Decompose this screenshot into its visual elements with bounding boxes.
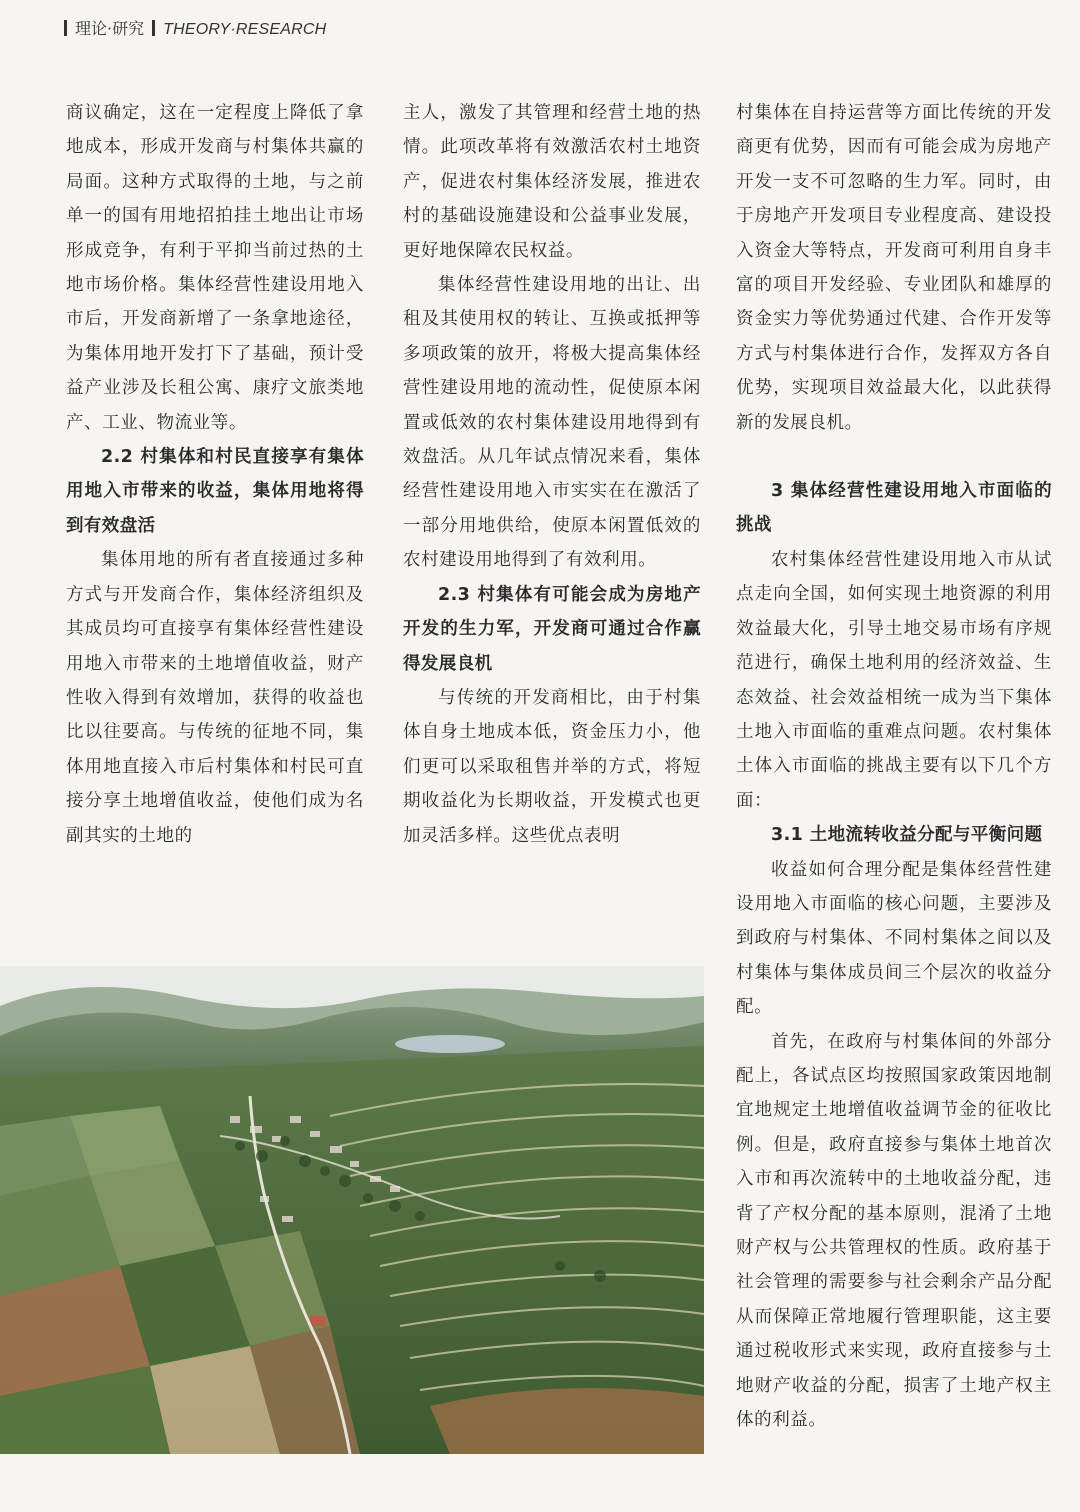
section-heading-3-1: 3.1 土地流转收益分配与平衡问题	[771, 825, 1043, 846]
paragraph: 集体经营性建设用地的出让、出租及其使用权的转让、互换或抵押等多项政策的放开，将极大提高集体经营性建设用地的流动性，促使原本闲置或低效的农村集体建设用地得到有效盘活。从几年试点情况来看，集体经营性建设用地入市实实在在激活了一部分用地供给，使原本闲置低效的农村建设用地得到了有效利用。	[403, 275, 701, 571]
paragraph: 商议确定，这在一定程度上降低了拿地成本，形成开发商与村集体共赢的局面。这种方式取得的土地，与之前单一的国有用地招拍挂土地出让市场形成竞争，有利于平抑当前过热的土地市场价格。集体经营性建设用地入市后，开发商新增了一条拿地途径，为集体用地开发打下了基础，预计受益产业涉及长租公寓、康疗文旅类地产、工业、物流业等。	[66, 103, 364, 433]
header-en-label: THEORY·RESEARCH	[163, 21, 327, 38]
header-bar	[64, 20, 67, 36]
column-3	[736, 96, 1052, 1437]
column-2	[403, 96, 701, 853]
header-cn-label: 理论·研究	[75, 19, 145, 38]
paragraph: 与传统的开发商相比，由于村集体自身土地成本低，资金压力小，他们更可以采取租售并举的方式，将短期收益化为长期收益，开发模式也更加灵活多样。这些优点表明	[403, 687, 701, 846]
header-divider	[152, 20, 155, 36]
section-heading-2-2: 2.2 村集体和村民直接享有集体用地入市带来的收益，集体用地将得到有效盘活	[66, 447, 364, 536]
paragraph: 村集体在自持运营等方面比传统的开发商更有优势，因而有可能会成为房地产开发一支不可忽略的生力军。同时，由于房地产开发项目专业程度高、建设投入资金大等特点，开发商可利用自身丰富的项目开发经验、专业团队和雄厚的资金实力等优势通过代建、合作开发等方式与村集体进行合作，发挥双方各自优势，实现项目效益最大化，以此获得新的发展良机。	[736, 103, 1052, 433]
aerial-farmland-illustration	[0, 966, 704, 1454]
paragraph: 主人，激发了其管理和经营土地的热情。此项改革将有效激活农村土地资产，促进农村集体经济发展，推进农村的基础设施建设和公益事业发展，更好地保障农民权益。	[403, 103, 701, 261]
running-header	[64, 16, 326, 42]
paragraph: 收益如何合理分配是集体经营性建设用地入市面临的核心问题，主要涉及到政府与村集体、不同村集体之间以及村集体与集体成员间三个层次的收益分配。	[736, 859, 1052, 1018]
paragraph: 农村集体经营性建设用地入市从试点走向全国，如何实现土地资源的利用效益最大化，引导土地交易市场有序规范进行，确保土地利用的经济效益、生态效益、社会效益相统一成为当下集体土地入市面临的重难点问题。农村集体土体入市面临的挑战主要有以下几个方面：	[736, 549, 1052, 811]
section-heading-3: 3 集体经营性建设用地入市面临的挑战	[736, 481, 1052, 536]
paragraph: 集体用地的所有者直接通过多种方式与开发商合作，集体经济组织及其成员均可直接享有集体经营性建设用地入市带来的土地增值收益，财产性收入得到有效增加，获得的收益也比以往要高。与传统的征地不同，集体用地直接入市后村集体和村民可直接分享土地增值收益，使他们成为名副其实的土地的	[66, 550, 364, 846]
section-heading-2-3: 2.3 村集体有可能会成为房地产开发的生力军，开发商可通过合作赢得发展良机	[403, 584, 701, 674]
paragraph: 首先，在政府与村集体间的外部分配上，各试点区均按照国家政策因地制宜地规定土地增值收益调节金的征收比例。但是，政府直接参与集体土地首次入市和再次流转中的土地收益分配，违背了产权分配的基本原则，混淆了土地财产权与公共管理权的性质。政府基于社会管理的需要参与社会剩余产品分配从而保障正常地履行管理职能，这主要通过税收形式来实现，政府直接参与土地财产收益的分配，损害了土地产权主体的利益。	[736, 1031, 1052, 1431]
aerial-farmland-photo	[0, 966, 704, 1454]
column-1	[66, 96, 364, 853]
